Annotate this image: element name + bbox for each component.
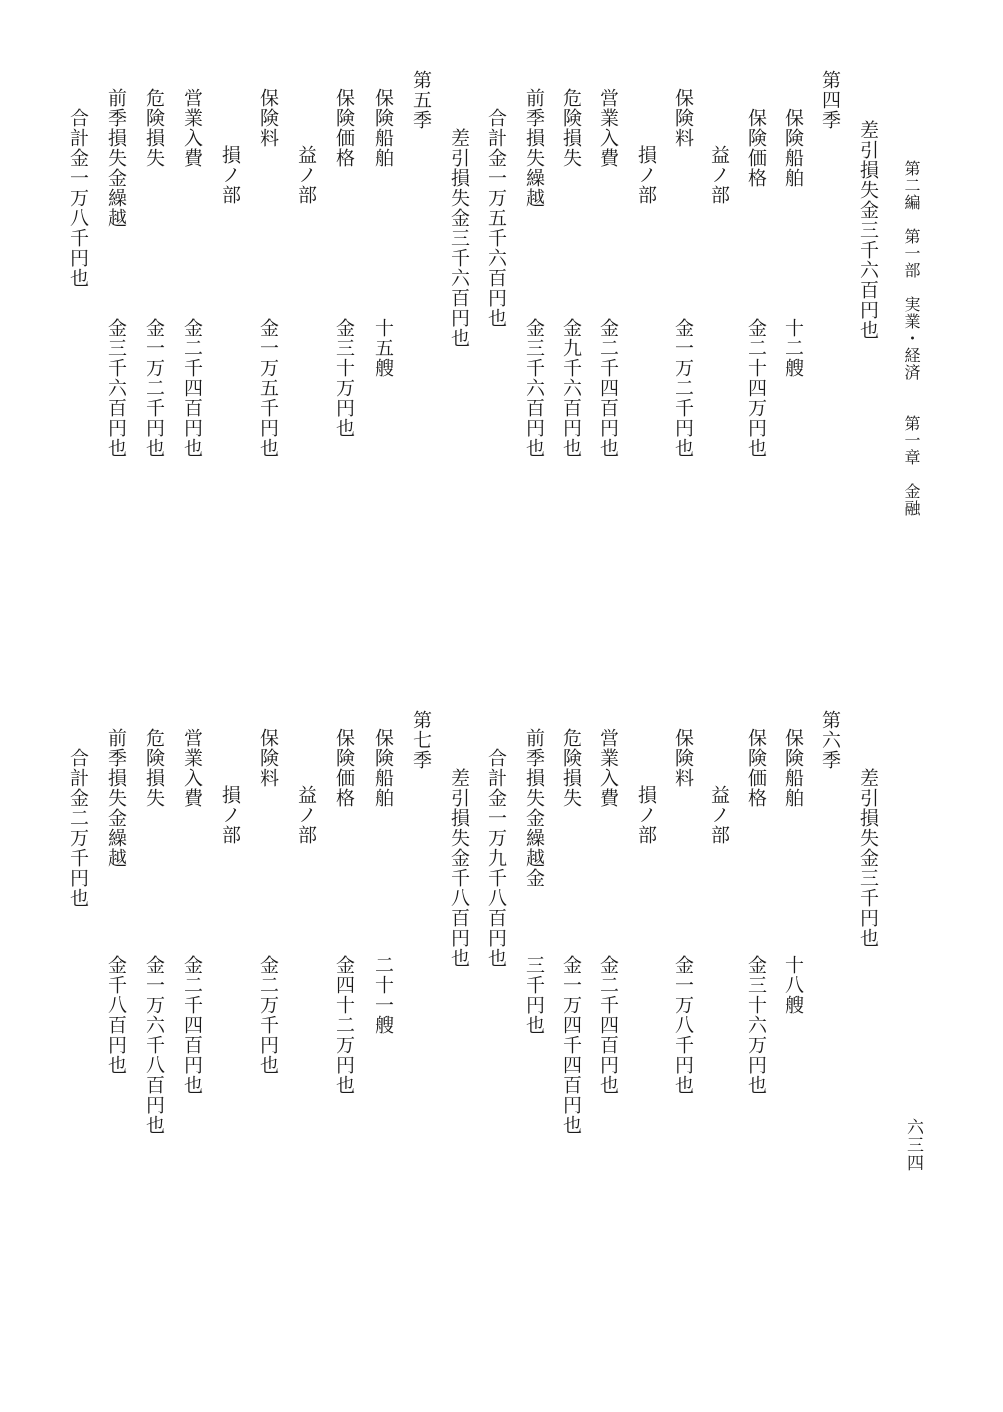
season-5-price-value: 金三十万円也 bbox=[333, 318, 355, 438]
running-header: 第二編 第一部 実業・経済 第一章 金融 bbox=[902, 160, 921, 517]
season-6-carry-value: 三千円也 bbox=[523, 955, 545, 1035]
season-4-difference: 差引損失金三千六百円也 bbox=[448, 128, 470, 348]
season-7-price-label: 保険価格 bbox=[333, 728, 355, 808]
season-5-risk-value: 金一万二千円也 bbox=[143, 318, 165, 458]
season-6-risk-label: 危険損失 bbox=[560, 728, 582, 808]
season-6-expense-value: 金二千四百円也 bbox=[597, 955, 619, 1095]
season-4-carry-value: 金三千六百円也 bbox=[523, 318, 545, 458]
season-7-loss-part: 損ノ部 bbox=[219, 785, 241, 845]
season-4-loss-part: 損ノ部 bbox=[635, 145, 657, 205]
season-5-ship-label: 保険船舶 bbox=[372, 88, 394, 168]
season-7-gain-part: 益ノ部 bbox=[295, 785, 317, 845]
season-3-difference: 差引損失金三千六百円也 bbox=[857, 120, 879, 340]
season-6-risk-value: 金一万四千四百円也 bbox=[560, 955, 582, 1135]
season-6-ship-value: 十八艘 bbox=[782, 955, 804, 1015]
season-4-title: 第四季 bbox=[819, 70, 841, 130]
season-7-premium-value: 金二万千円也 bbox=[257, 955, 279, 1075]
season-5-title: 第五季 bbox=[410, 70, 432, 130]
season-7-total: 合計金二万千円也 bbox=[67, 748, 89, 908]
season-4-ship-value: 十二艘 bbox=[782, 318, 804, 378]
season-6-ship-label: 保険船舶 bbox=[782, 728, 804, 808]
season-7-risk-value: 金一万六千八百円也 bbox=[143, 955, 165, 1135]
season-6-total: 合計金一万九千八百円也 bbox=[485, 748, 507, 968]
season-6-premium-value: 金一万八千円也 bbox=[672, 955, 694, 1095]
season-4-ship-label: 保険船舶 bbox=[782, 108, 804, 188]
season-5-price-label: 保険価格 bbox=[333, 88, 355, 168]
season-4-gain-part: 益ノ部 bbox=[708, 145, 730, 205]
season-7-carry-value: 金千八百円也 bbox=[105, 955, 127, 1075]
season-5-expense-label: 営業入費 bbox=[181, 88, 203, 168]
season-6-carry-label: 前季損失金繰越金 bbox=[523, 728, 545, 888]
season-4-price-label: 保険価格 bbox=[745, 108, 767, 188]
season-5-carry-value: 金三千六百円也 bbox=[105, 318, 127, 458]
season-5-expense-value: 金二千四百円也 bbox=[181, 318, 203, 458]
season-6-title: 第六季 bbox=[819, 710, 841, 770]
season-4-expense-value: 金二千四百円也 bbox=[597, 318, 619, 458]
season-7-ship-label: 保険船舶 bbox=[372, 728, 394, 808]
season-5-total: 合計金一万八千円也 bbox=[67, 108, 89, 288]
season-6-premium-label: 保険料 bbox=[672, 728, 694, 788]
season-6-price-label: 保険価格 bbox=[745, 728, 767, 808]
season-6-expense-label: 営業入費 bbox=[597, 728, 619, 808]
season-5-premium-label: 保険料 bbox=[257, 88, 279, 148]
season-5-ship-value: 十五艘 bbox=[372, 318, 394, 378]
season-5-carry-label: 前季損失金繰越 bbox=[105, 88, 127, 228]
season-6-loss-part: 損ノ部 bbox=[635, 785, 657, 845]
season-7-price-value: 金四十二万円也 bbox=[333, 955, 355, 1095]
season-7-ship-value: 二十一艘 bbox=[372, 955, 394, 1035]
season-5-risk-label: 危険損失 bbox=[143, 88, 165, 168]
season-4-price-value: 金二十四万円也 bbox=[745, 318, 767, 458]
season-4-carry-label: 前季損失繰越 bbox=[523, 88, 545, 208]
season-4-expense-label: 営業入費 bbox=[597, 88, 619, 168]
season-4-total: 合計金一万五千六百円也 bbox=[485, 108, 507, 328]
season-5-gain-part: 益ノ部 bbox=[295, 145, 317, 205]
season-7-expense-value: 金二千四百円也 bbox=[181, 955, 203, 1095]
season-6-gain-part: 益ノ部 bbox=[708, 785, 730, 845]
season-4-premium-value: 金一万二千円也 bbox=[672, 318, 694, 458]
season-7-premium-label: 保険料 bbox=[257, 728, 279, 788]
season-7-carry-label: 前季損失金繰越 bbox=[105, 728, 127, 868]
season-4-risk-value: 金九千六百円也 bbox=[560, 318, 582, 458]
season-7-title: 第七季 bbox=[410, 710, 432, 770]
season-7-risk-label: 危険損失 bbox=[143, 728, 165, 808]
season-5-premium-value: 金一万五千円也 bbox=[257, 318, 279, 458]
season-4-risk-label: 危険損失 bbox=[560, 88, 582, 168]
season-7-expense-label: 営業入費 bbox=[181, 728, 203, 808]
season-6-difference: 差引損失金千八百円也 bbox=[448, 768, 470, 968]
season-4-premium-label: 保険料 bbox=[672, 88, 694, 148]
page-number: 六三四 bbox=[903, 1118, 923, 1172]
season-5-difference: 差引損失金三千円也 bbox=[857, 768, 879, 948]
season-5-loss-part: 損ノ部 bbox=[219, 145, 241, 205]
season-6-price-value: 金三十六万円也 bbox=[745, 955, 767, 1095]
